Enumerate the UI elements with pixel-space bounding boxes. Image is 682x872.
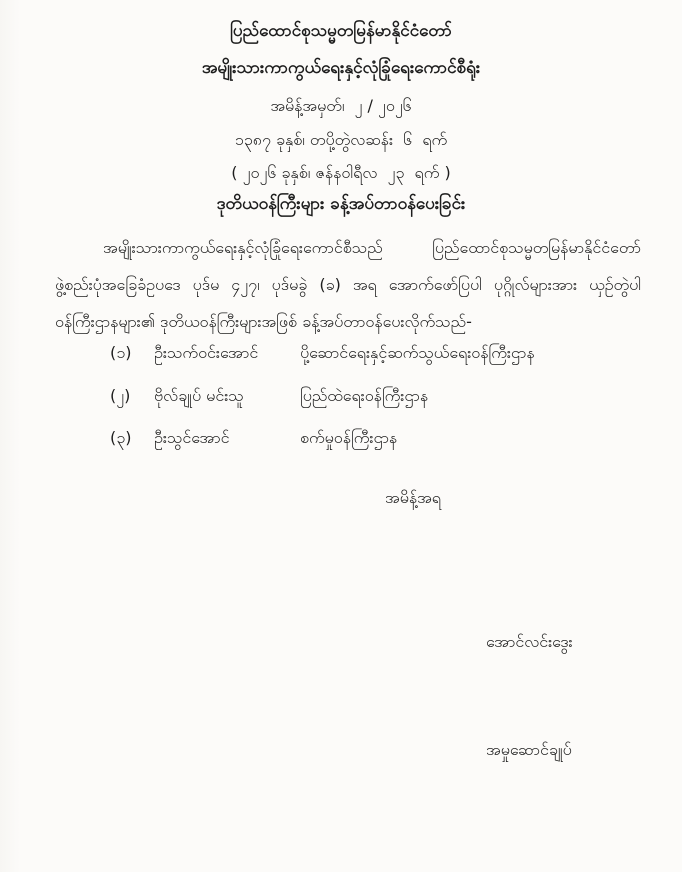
gregorian-date-line: ( ၂၀၂၆ ခုနှစ်၊ ဇန်နဝါရီလ ၂၃ ရက် ) bbox=[231, 163, 451, 182]
order-number-line: အမိန့်အမှတ်၊ ၂ / ၂၀၂၆ bbox=[270, 96, 412, 115]
appointment-number: (၂) bbox=[110, 386, 131, 405]
council-office-title: အမျိုးသားကာကွယ်ရေးနှင့်လုံခြုံရေးကောင်စီရုံး bbox=[201, 58, 481, 78]
appointment-row bbox=[110, 427, 652, 451]
appointee-ministry: ပို့ဆောင်ရေးနှင့်ဆက်သွယ်ရေးဝန်ကြီးဌာန bbox=[300, 343, 535, 362]
order-subject: ဒုတိယဝန်ကြီးများ ခန့်အပ်တာဝန်ပေးခြင်း bbox=[216, 194, 466, 214]
appointment-row bbox=[110, 342, 652, 366]
appointment-row bbox=[110, 385, 652, 409]
appointee-ministry: စက်မှုဝန်ကြီးဌာန bbox=[300, 428, 398, 447]
appointment-number: (၁) bbox=[110, 343, 132, 362]
appointee-name: ဦးသွင်အောင် bbox=[154, 428, 230, 447]
signature-block bbox=[486, 552, 573, 840]
state-title: ပြည်ထောင်စုသမ္မတမြန်မာနိုင်ငံတော် bbox=[230, 21, 452, 41]
signatory-name: အောင်လင်းဒွေး bbox=[486, 632, 573, 651]
by-order-label: အမိန့်အရ bbox=[385, 488, 441, 507]
appointee-name: ဗိုလ်ချုပ် မင်းသူ bbox=[154, 386, 244, 405]
myanmar-calendar-date-line: ၁၃၈၇ ခုနှစ်၊ တပို့တွဲလဆန်း ၆ ရက် bbox=[234, 130, 448, 149]
appointee-name: ဦးသက်ဝင်းအောင် bbox=[154, 343, 259, 362]
appointment-number: (၃) bbox=[110, 428, 132, 447]
appointee-ministry: ပြည်ထဲရေးဝန်ကြီးဌာန bbox=[300, 386, 429, 405]
order-body-paragraph: အမျိုးသားကာကွယ်ရေးနှင့်လုံခြုံရေးကောင်စီသည် ပြည်ထောင်စုသမ္မတမြန်မာနိုင်ငံတော် ဖွဲ့စည်းပုံအခြေခံဥပဒေ ပုဒ်မ ၄၂၇၊ ပုဒ်မခွဲ (ခ) အရ အောက်ဖော်ပြပါ ပုဂ္ဂိုလ်များအား ယှဉ်တွဲပါ ဝန်ကြီးဌာနများ၏ ဒုတိယဝန်ကြီးများအဖြစ် ခန့်အပ်တာဝန်ပေးလိုက်သည်- bbox=[55, 238, 641, 331]
signatory-title: အမှုဆောင်ချုပ် bbox=[486, 740, 572, 759]
